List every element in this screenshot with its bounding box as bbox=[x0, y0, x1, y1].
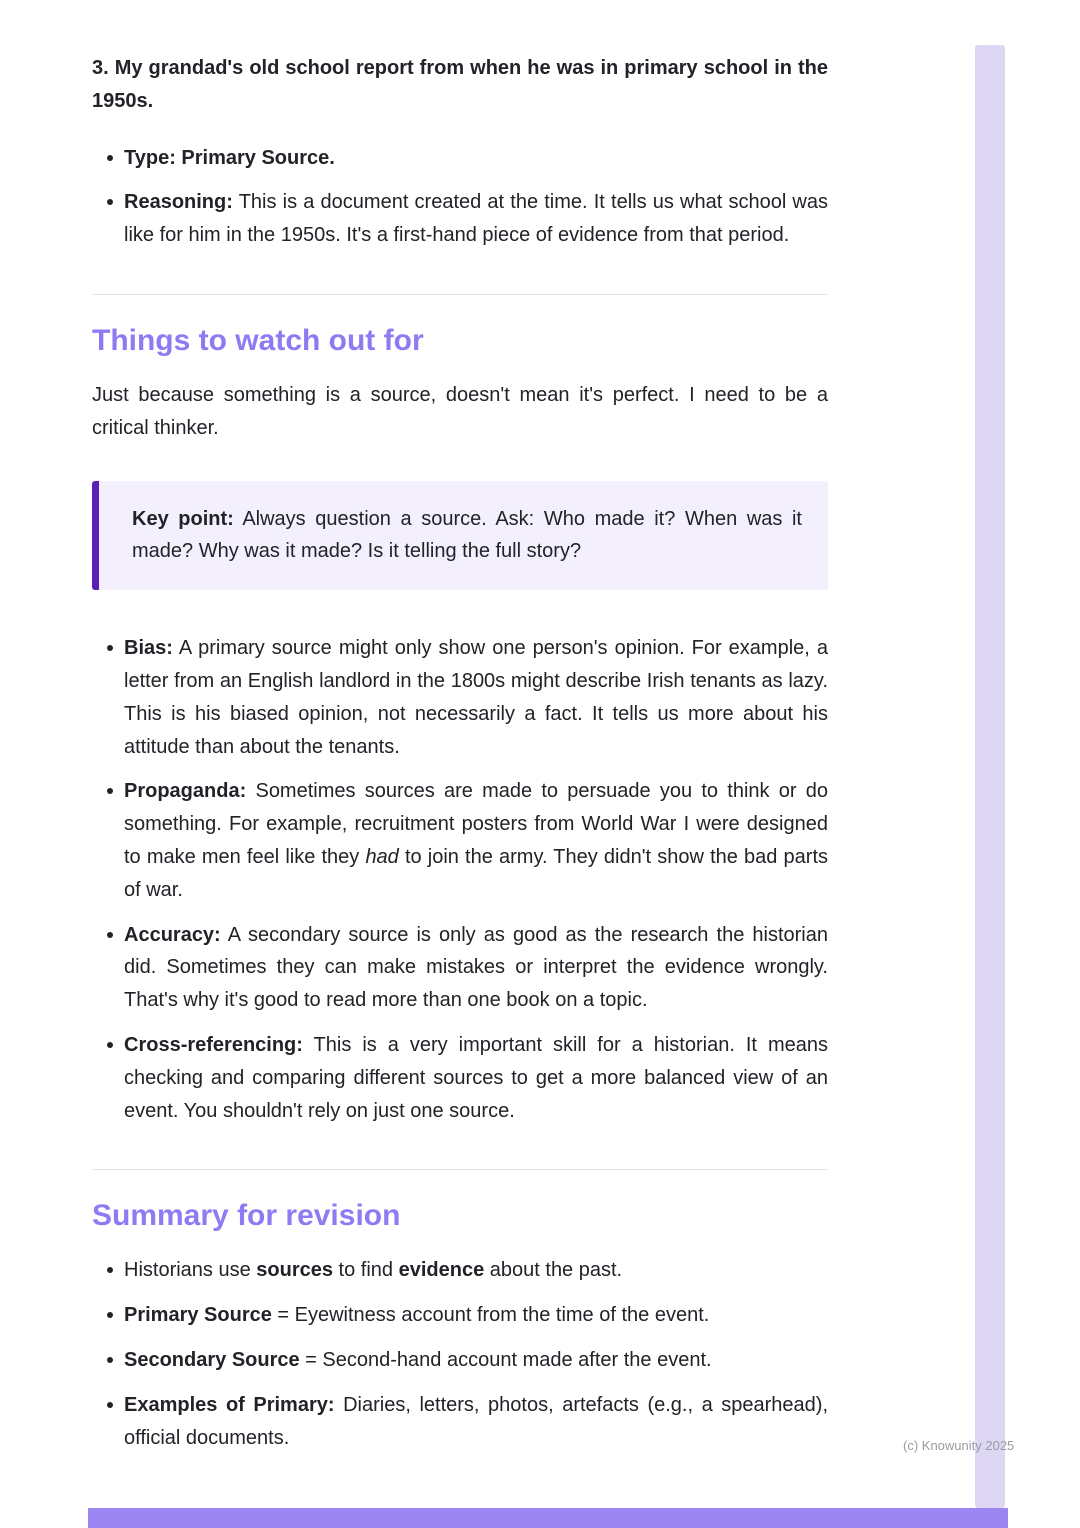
list-item-examples-of-primary bbox=[124, 1389, 828, 1455]
key-point-callout bbox=[92, 481, 828, 591]
watch-bullet-list bbox=[92, 632, 828, 1127]
scrollbar-track[interactable] bbox=[975, 45, 1005, 1508]
bullet-bold-label: Reasoning: bbox=[124, 191, 233, 214]
key-point-body: Always question a source. Ask: Who made it? When was it made? Why was it made? Is it telling the full story? bbox=[132, 507, 802, 563]
list-item-historians bbox=[124, 1254, 828, 1287]
bullet-bold-word: sources bbox=[256, 1259, 333, 1282]
bullet-italic-word: had bbox=[365, 845, 399, 868]
section-divider bbox=[92, 294, 828, 295]
bottom-page-divider bbox=[88, 1508, 1008, 1528]
bullet-text: to find bbox=[333, 1259, 399, 1282]
key-point-label: Key point: bbox=[132, 507, 234, 530]
list-item-accuracy bbox=[124, 919, 828, 1017]
bullet-bold-label: Cross-referencing: bbox=[124, 1033, 303, 1056]
section-divider bbox=[92, 1169, 828, 1170]
bullet-text: about the past. bbox=[484, 1259, 623, 1282]
bullet-text: = Second-hand account made after the event. bbox=[299, 1348, 712, 1371]
bullet-text: Historians use bbox=[124, 1259, 257, 1282]
heading-grandad-example: 3. My grandad's old school report from when he was in primary school in the 1950s. bbox=[92, 57, 828, 112]
bullet-text: Diaries, letters, photos, artefacts (e.g., a spearhead), official documents. bbox=[124, 1393, 829, 1449]
list-item-secondary-source bbox=[124, 1344, 828, 1377]
intro-paragraph: Just because something is a source, doesn't mean it's perfect. I need to be a critical thinker. bbox=[92, 383, 828, 439]
bullet-text: to join the army. They didn't show the bad parts of war. bbox=[124, 845, 829, 901]
bullet-bold-label: Accuracy: bbox=[124, 923, 221, 946]
list-item-bias bbox=[124, 632, 828, 763]
grandad-bullet-list bbox=[92, 142, 828, 252]
list-item-propaganda bbox=[124, 775, 828, 906]
bullet-bold-label: Type: Primary Source. bbox=[124, 146, 335, 169]
bullet-text: Sometimes sources are made to persuade you to think or do something. For example, recruitment posters from World War I were designed to make men feel like they bbox=[124, 780, 828, 868]
bullet-text: A primary source might only show one person's opinion. For example, a letter from an English landlord in the 1800s might describe Irish tenants as lazy. This is his biased opinion, not necessarily a fact. It tells us more about his attitude than about the tenants. bbox=[124, 637, 828, 758]
document-page bbox=[92, 52, 828, 1466]
list-item-cross-referencing bbox=[124, 1029, 828, 1127]
bullet-text: This is a very important skill for a historian. It means checking and comparing different sources to get a more balanced view of an event. You shouldn't rely on just one source. bbox=[124, 1033, 828, 1122]
key-point-text bbox=[132, 503, 802, 569]
bullet-bold-label: Examples of Primary: bbox=[124, 1393, 335, 1416]
bullet-text: This is a document created at the time. It tells us what school was like for him in the 1950s. It's a first-hand piece of evidence from that period. bbox=[124, 191, 828, 247]
bullet-bold-label: Bias: bbox=[124, 637, 173, 660]
bullet-text: A secondary source is only as good as the research the historian did. Sometimes they can make mistakes or interpret the evidence wrongly. That's why it's good to read more than one book on a topic. bbox=[124, 923, 828, 1012]
section-title-summary: Summary for revision bbox=[92, 1199, 401, 1233]
bullet-bold-label: Secondary Source bbox=[124, 1348, 300, 1371]
list-item-reasoning bbox=[124, 186, 828, 252]
bullet-bold-label: Propaganda: bbox=[124, 780, 247, 803]
list-item-primary-source bbox=[124, 1299, 828, 1332]
copyright-watermark: (c) Knowunity 2025 bbox=[903, 1438, 1015, 1453]
section-title-things-to-watch: Things to watch out for bbox=[92, 323, 424, 357]
list-item-type bbox=[124, 142, 828, 175]
bullet-bold-word: evidence bbox=[398, 1259, 485, 1282]
bullet-bold-label: Primary Source bbox=[124, 1304, 272, 1327]
bullet-text: = Eyewitness account from the time of the event. bbox=[271, 1304, 710, 1327]
summary-bullet-list bbox=[92, 1254, 828, 1454]
